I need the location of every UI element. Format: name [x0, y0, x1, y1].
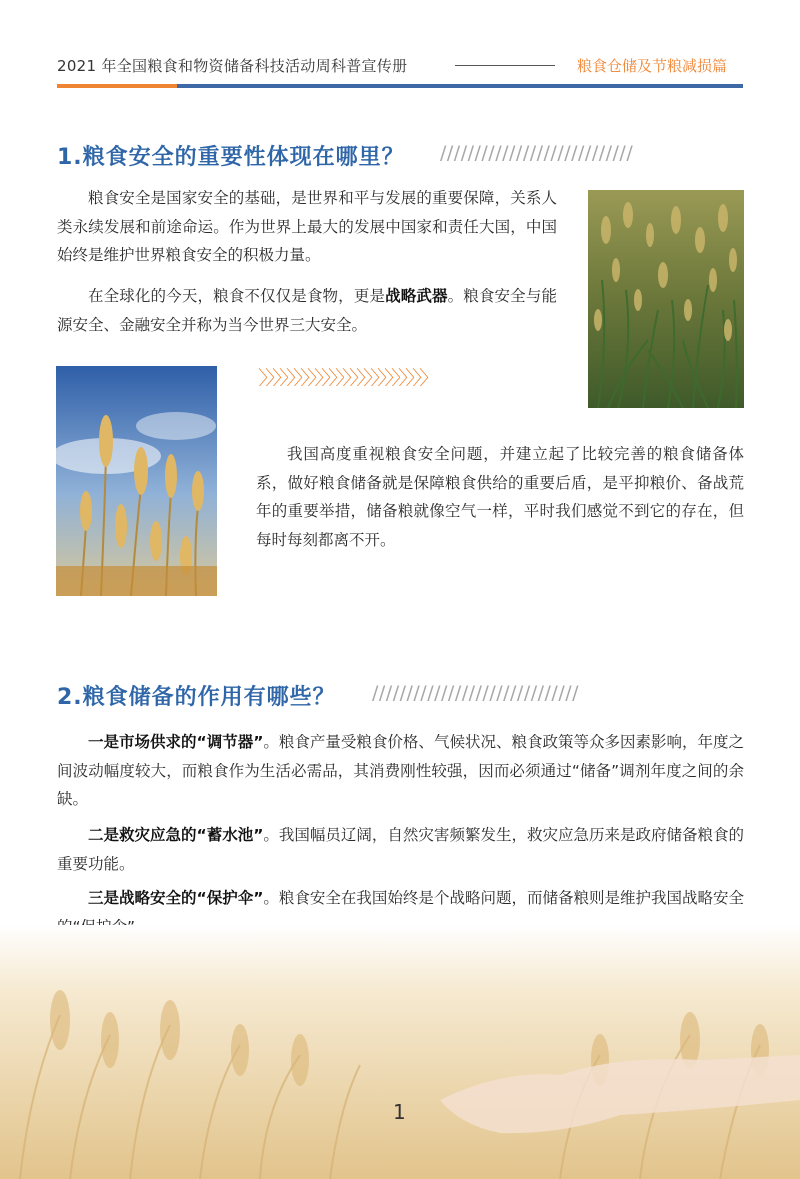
header-bar-blue	[177, 84, 743, 88]
section1-paragraph-3: 我国高度重视粮食安全问题，并建立起了比较完善的粮食储备体系，做好粮食储备就是保障粮食供给的重要后盾，是平抑粮价、备战荒年的重要举措，储备粮就像空气一样，平时我们感觉不到它的存在，但每时每刻都离不开。	[256, 445, 744, 549]
section2-title: 2.粮食储备的作用有哪些？	[57, 685, 336, 710]
rice-field-photo	[588, 190, 744, 408]
reserve-role-3: 三是战略安全的“保护伞”。粮食安全在我国始终是个战略问题，而储备粮则是维护我国战略安全	[88, 889, 744, 907]
reserve-role-2: 二是救灾应急的“蓄水池”。我国幅员辽阔，自然灾害频繁发生，救灾应急历来是政府储备粮食的重要功能。	[57, 826, 744, 873]
section1-paragraph-1: 粮食安全是国家安全的基础，是世界和平与发展的重要保障，关系人类永续发展和前途命运。作为世界上最大的发展中国家和责任大国，中国始终是维护世界粮食安全的积极力量。	[57, 189, 557, 264]
reserve-role-1: 一是市场供求的“调节器”。粮食产量受粮食价格、气候状况、粮食政策等众多因素影响，年度之间波动幅度较大，而粮食作为生活必需品，其消费刚性较强，因而必须通过“储备”调剂年度之间的余缺。	[57, 733, 744, 808]
page-number: 1	[393, 1100, 406, 1124]
header-bar-orange	[57, 84, 177, 88]
brochure-title: 2021 年全国粮食和物资储备科技活动周科普宣传册	[57, 57, 408, 75]
chapter-title: 粮食仓储及节粮减损篇	[577, 57, 728, 75]
header-divider	[455, 65, 555, 66]
section1-title: 1.粮食安全的重要性体现在哪里？	[57, 145, 405, 170]
section1-slashes: ////////////////////////////	[440, 142, 634, 164]
faded-grain-field-illustration	[0, 925, 800, 1179]
section2-slashes: //////////////////////////////	[372, 682, 580, 704]
chevron-divider: 〉〉〉〉〉〉〉〉〉〉〉〉〉〉〉〉〉〉〉〉〉〉〉〉	[258, 366, 436, 386]
section1-paragraph-2: 在全球化的今天，粮食不仅仅是食物，更是战略武器。粮食安全与能源安全、金融安全并称为当今世界三大安全。	[57, 287, 557, 334]
strategic-weapon-emphasis: 战略武器	[385, 287, 448, 305]
wheat-sky-photo	[56, 366, 217, 596]
